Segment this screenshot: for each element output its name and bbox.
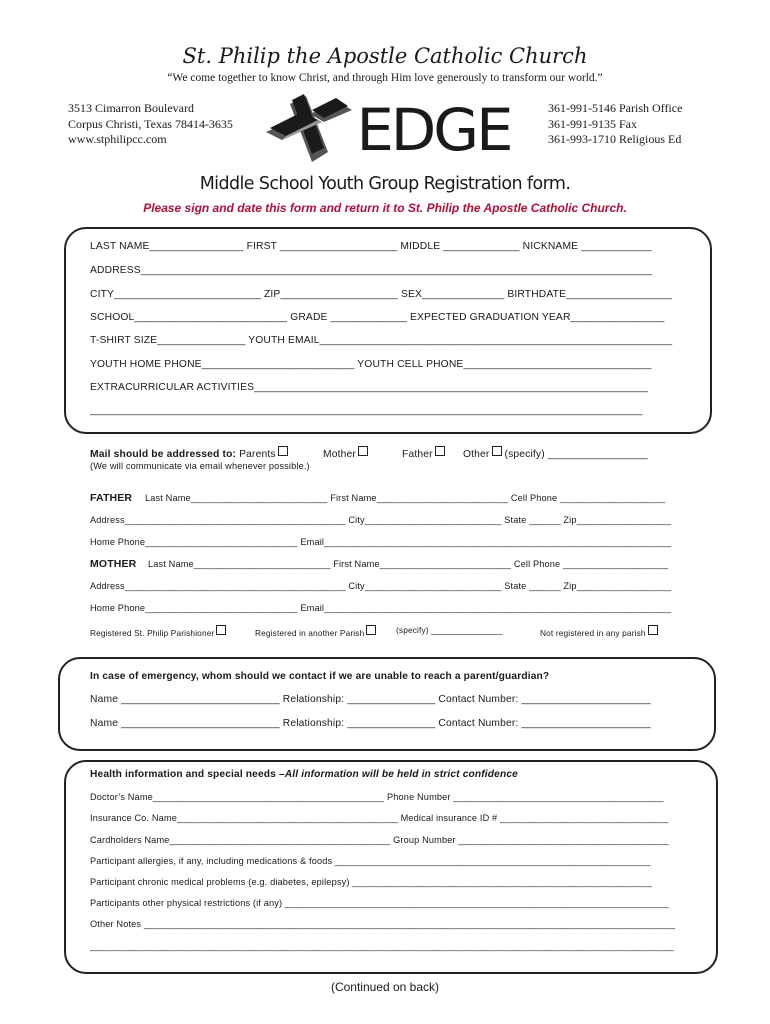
parish-registered-label: Registered St. Philip Parishioner <box>90 628 215 638</box>
address-line: www.stphilipcc.com <box>68 132 167 146</box>
mother-checkbox[interactable] <box>358 446 368 456</box>
logo-text: EDGE <box>356 96 511 164</box>
father-name-line[interactable]: Last Name__________________________ First Name_________________________ Cell Phone ____________________ <box>145 493 666 503</box>
restrictions-line[interactable]: Participants other physical restrictions (if any) _________________________________________________________________________ <box>90 898 669 908</box>
youth-activities-line-2[interactable]: ______________________________________________________________________________________________ <box>90 405 643 416</box>
doctor-line[interactable]: Doctor’s Name____________________________________________ Phone Number ________________________________________ <box>90 792 664 802</box>
allergies-line[interactable]: Participant allergies, if any, including medications & foods ____________________________________________________________ <box>90 856 651 866</box>
parish-none-group <box>540 625 658 638</box>
registered-checkbox[interactable] <box>216 625 226 635</box>
parish-registered-group <box>90 625 226 638</box>
mail-option-father: Father <box>402 449 433 460</box>
youth-activities-line[interactable]: EXTRACURRICULAR ACTIVITIES___________________________________________________________________ <box>90 382 648 393</box>
mail-option-parents: Parents <box>239 449 276 460</box>
youth-info-box <box>64 227 712 434</box>
church-motto: “We come together to know Christ, and through Him love generously to transform our world.” <box>167 72 603 84</box>
mail-note: (We will communicate via email whenever possible.) <box>90 461 310 471</box>
mother-label: MOTHER <box>90 558 137 570</box>
other-notes-line-2[interactable]: _______________________________________________________________________________________________________________ <box>90 941 674 951</box>
father-label: FATHER <box>90 492 133 504</box>
mail-option-father-group <box>402 446 445 460</box>
father-contact-line[interactable]: Home Phone_____________________________ Email__________________________________________________________________ <box>90 537 672 547</box>
address-line: 3513 Cimarron Boulevard <box>68 101 194 115</box>
mail-option-other: Other <box>463 449 490 460</box>
parents-checkbox[interactable] <box>278 446 288 456</box>
youth-name-line[interactable]: LAST NAME________________ FIRST ____________________ MIDDLE _____________ NICKNAME ____________ <box>90 241 652 252</box>
parish-another-group <box>255 625 376 638</box>
address-line: Corpus Christi, Texas 78414-3635 <box>68 116 233 131</box>
emergency-contact-line-1[interactable]: Name ___________________________ Relationship: _______________ Contact Number: ______________________ <box>90 694 651 705</box>
health-heading-italic: All information will be held in strict confidence <box>284 769 518 780</box>
continued-note: (Continued on back) <box>330 980 440 994</box>
mail-specify[interactable]: (specify) _________________ <box>504 449 648 460</box>
phone-line: 361-993-1710 Religious Ed <box>548 132 682 146</box>
another-parish-checkbox[interactable] <box>366 625 376 635</box>
church-name: St. Philip the Apostle Catholic Church <box>182 44 588 68</box>
other-checkbox[interactable] <box>492 446 502 456</box>
youth-city-line[interactable]: CITY_________________________ ZIP____________________ SEX______________ BIRTHDATE__________________ <box>90 289 672 300</box>
youth-address-line[interactable]: ADDRESS_______________________________________________________________________________________ <box>90 265 653 276</box>
mail-option-mother: Mother <box>323 449 356 460</box>
parish-none-label: Not registered in any parish <box>540 628 646 638</box>
cardholder-line[interactable]: Cardholders Name__________________________________________ Group Number ________________________________________ <box>90 835 669 845</box>
not-registered-checkbox[interactable] <box>648 625 658 635</box>
mother-address-line[interactable]: Address__________________________________________ City__________________________ State ______ Zip__________________ <box>90 581 672 591</box>
church-phones <box>548 101 682 148</box>
edge-logo <box>262 92 512 168</box>
health-heading-text: Health information and special needs – <box>90 769 285 780</box>
father-checkbox[interactable] <box>435 446 445 456</box>
form-instruction: Please sign and date this form and return it to St. Philip the Apostle Catholic Church. <box>143 201 627 215</box>
other-notes-line[interactable]: Other Notes _____________________________________________________________________________________________________ <box>90 919 676 929</box>
insurance-line[interactable]: Insurance Co. Name__________________________________________ Medical insurance ID # ________________________________ <box>90 813 669 823</box>
mail-option-mother-group <box>323 446 368 460</box>
phone-line: 361-991-9135 Fax <box>548 116 637 131</box>
emergency-contact-line-2[interactable]: Name ___________________________ Relationship: _______________ Contact Number: ______________________ <box>90 718 651 729</box>
mother-contact-line[interactable]: Home Phone_____________________________ Email__________________________________________________________________ <box>90 603 672 613</box>
form-title: Middle School Youth Group Registration form. <box>199 174 571 194</box>
youth-tshirt-line[interactable]: T-SHIRT SIZE_______________ YOUTH EMAIL____________________________________________________________ <box>90 335 673 346</box>
parish-another-label: Registered in another Parish <box>255 628 365 638</box>
mail-section <box>90 446 288 460</box>
emergency-question: In case of emergency, whom should we contact if we are unable to reach a parent/guardian? <box>90 671 550 682</box>
health-heading <box>90 769 518 780</box>
parish-specify[interactable]: (specify) _______________ <box>396 625 503 635</box>
phone-line: 361-991-5146 Parish Office <box>548 101 683 115</box>
mail-label: Mail should be addressed to: <box>90 449 237 460</box>
youth-phone-line[interactable]: YOUTH HOME PHONE__________________________ YOUTH CELL PHONE________________________________ <box>90 359 652 370</box>
youth-school-line[interactable]: SCHOOL__________________________ GRADE _____________ EXPECTED GRADUATION YEAR________________ <box>90 312 665 323</box>
mail-option-other-group <box>463 446 648 460</box>
chronic-problems-line[interactable]: Participant chronic medical problems (e.g. diabetes, epilepsy) _________________________________________________________ <box>90 877 653 887</box>
church-address <box>68 101 233 148</box>
mother-name-line[interactable]: Last Name__________________________ First Name_________________________ Cell Phone ____________________ <box>148 559 669 569</box>
father-address-line[interactable]: Address__________________________________________ City__________________________ State ______ Zip__________________ <box>90 515 672 525</box>
